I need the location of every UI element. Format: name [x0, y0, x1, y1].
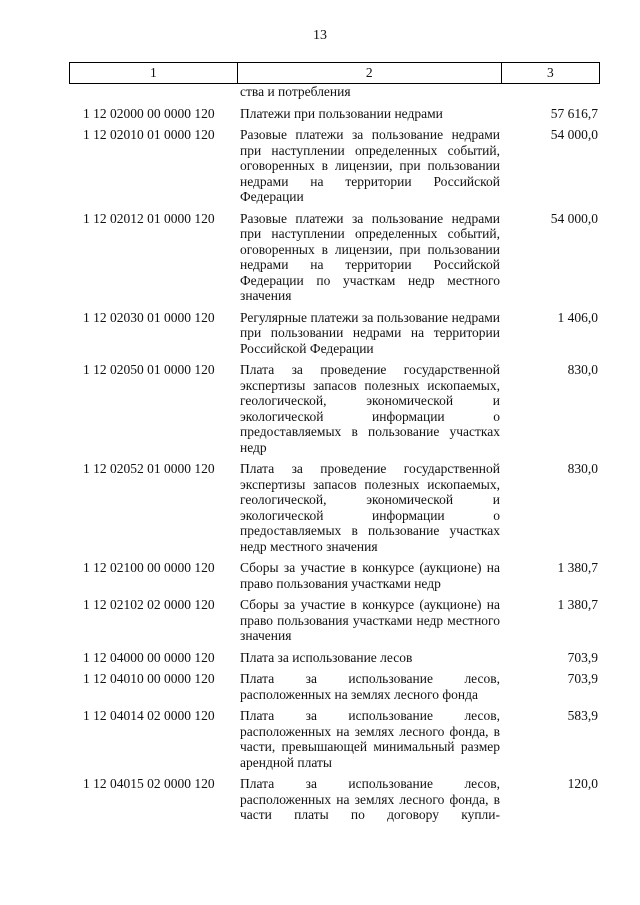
table-row [69, 362, 600, 455]
code-cell: 1 12 02100 00 0000 120 [83, 560, 215, 575]
name-cell: Разовые платежи за пользование недрами при наступлении определенных событий, оговоренных в лицензии, при пользовании недрами на территории Российской Федерации по участкам недр местного значения [240, 210, 500, 303]
table-row [69, 560, 600, 591]
name-cell: Плата за проведение государственной экспертизы запасов полезных ископаемых, геологической, экономической и экологической информации о предоставляемых в пользование участках недр [240, 362, 500, 455]
code-cell: 1 12 02000 00 0000 120 [83, 105, 215, 121]
header-col-1: 1 [70, 63, 238, 84]
name-cell: Плата за использование лесов, расположенных на землях лесного фонда [240, 671, 500, 702]
amount-cell: 54 000,0 [550, 127, 598, 142]
code-cell: 1 12 04000 00 0000 120 [83, 649, 215, 665]
table-body [69, 84, 600, 823]
page-number: 13 [313, 28, 327, 43]
amount-cell: 1 380,7 [557, 597, 598, 612]
table-row [69, 461, 600, 554]
table-row [69, 211, 600, 304]
name-cell: Сборы за участие в конкурсе (аукционе) на право пользования участками недр [240, 560, 500, 591]
table-row [69, 650, 600, 666]
table-row [69, 776, 600, 823]
table-row [69, 671, 600, 702]
table-row [69, 106, 600, 122]
code-cell: 1 12 02012 01 0000 120 [83, 210, 215, 226]
header-col-2: 2 [237, 63, 501, 84]
amount-cell: 1 380,7 [557, 560, 598, 575]
code-cell: 1 12 02050 01 0000 120 [83, 362, 215, 377]
amount-cell: 703,9 [567, 649, 598, 665]
table-row [69, 127, 600, 205]
code-cell: 1 12 02102 02 0000 120 [83, 597, 215, 612]
code-cell: 1 12 02052 01 0000 120 [83, 461, 215, 476]
code-cell: 1 12 04015 02 0000 120 [83, 776, 215, 791]
amount-cell: 1 406,0 [557, 309, 598, 325]
code-cell: 1 12 02010 01 0000 120 [83, 127, 215, 142]
amount-cell [502, 84, 600, 100]
code-cell: 1 12 04014 02 0000 120 [83, 708, 215, 723]
code-cell [69, 84, 237, 100]
name-cell: Регулярные платежи за пользование недрами при пользовании недрами на территории Российской Федерации [240, 309, 500, 356]
name-cell: Плата за использование лесов, расположенных на землях лесного фонда, в части, превышающей минимальный размер арендной платы [240, 708, 500, 770]
name-cell: Плата за использование лесов [240, 649, 413, 665]
name-cell: Плата за использование лесов, расположенных на землях лесного фонда, в части платы по договору купли- [240, 776, 500, 822]
amount-cell: 583,9 [567, 708, 598, 723]
table-row [69, 597, 600, 644]
continuation-row [69, 84, 600, 100]
amount-cell: 54 000,0 [550, 210, 598, 226]
code-cell: 1 12 02030 01 0000 120 [83, 309, 215, 325]
table-header [69, 62, 600, 84]
amount-cell: 830,0 [567, 461, 598, 476]
amount-cell: 703,9 [567, 671, 598, 686]
amount-cell: 830,0 [567, 362, 598, 377]
name-cell: Разовые платежи за пользование недрами при наступлении определенных событий, оговоренных в лицензии, при пользовании недрами на территории Российской Федерации [240, 127, 500, 204]
table-row [69, 310, 600, 357]
code-cell: 1 12 04010 00 0000 120 [83, 671, 215, 686]
amount-cell: 120,0 [567, 776, 598, 791]
amount-cell: 57 616,7 [550, 105, 598, 121]
table-row [69, 708, 600, 770]
name-cell: ства и потребления [240, 84, 351, 99]
name-cell: Плата за проведение государственной экспертизы запасов полезных ископаемых, геологической, экономической и экологической информации о предоставляемых в пользование участках недр местного значения [240, 461, 500, 554]
name-cell: Платежи при пользовании недрами [240, 105, 443, 121]
name-cell: Сборы за участие в конкурсе (аукционе) на право пользования участками недр местного значения [240, 597, 500, 643]
header-col-3: 3 [501, 63, 599, 84]
